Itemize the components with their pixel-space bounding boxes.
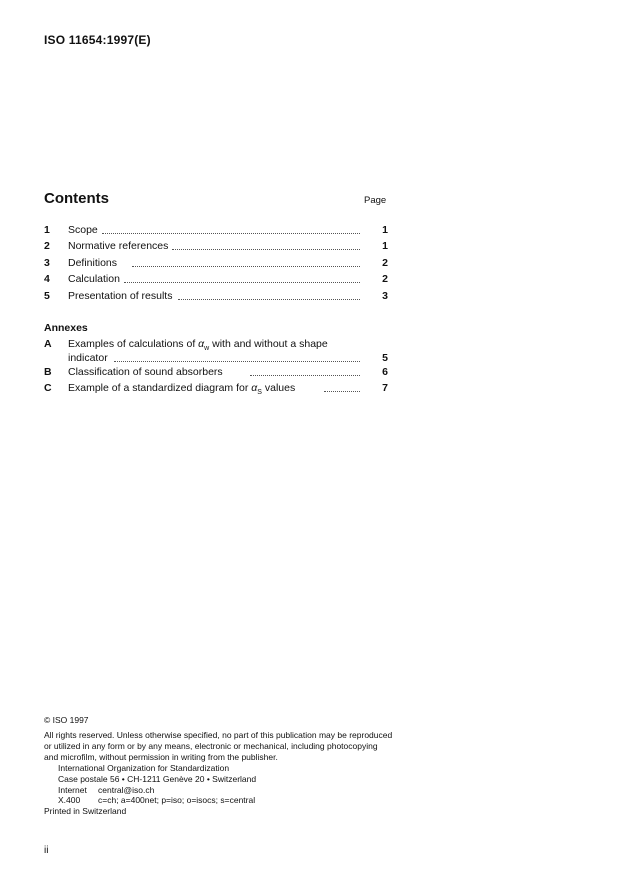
toc-page: 3: [382, 290, 388, 302]
annex-page: 7: [382, 382, 388, 394]
leader-dots: [102, 232, 360, 234]
toc-entry[interactable]: [44, 224, 388, 238]
leader-dots: [324, 390, 360, 392]
toc-number: 2: [44, 240, 50, 252]
x400-line: [58, 795, 358, 806]
annex-entry[interactable]: [44, 338, 388, 366]
annex-title: Classification of sound absorbers: [68, 366, 223, 378]
toc-page: 2: [382, 257, 388, 269]
leader-dots: [172, 248, 360, 250]
document-id: ISO 11654:1997(E): [44, 33, 151, 47]
leader-dots: [124, 281, 360, 283]
page-column-label: Page: [364, 195, 387, 206]
copyright-line: © ISO 1997: [44, 715, 89, 725]
toc-title: Calculation: [68, 273, 120, 285]
toc-entry[interactable]: [44, 290, 388, 304]
toc-title: Normative references: [68, 240, 169, 252]
printed-in: Printed in Switzerland: [44, 806, 127, 816]
contents-title: Contents: [44, 190, 109, 207]
org-name: International Organization for Standardization: [58, 763, 230, 773]
leader-dots: [178, 298, 360, 300]
toc-number: 1: [44, 224, 50, 236]
toc-entry[interactable]: [44, 240, 388, 254]
toc-number: 5: [44, 290, 50, 302]
internet-address[interactable]: central@iso.ch: [98, 785, 155, 795]
annex-letter: B: [44, 366, 52, 378]
annex-title-line1: Examples of calculations of $\alpha_w$ with and without a shape: [68, 338, 328, 353]
annex-page: 5: [382, 352, 388, 364]
toc-entry[interactable]: [44, 273, 388, 287]
rights-statement: All rights reserved. Unless otherwise specified, no part of this publication may be reproduced or utilized in any form or by any means, electronic or mechanical, including photocopying and microfilm, without permission in writing from the publisher.: [44, 730, 393, 762]
toc-page: 1: [382, 240, 388, 252]
toc-title: Presentation of results: [68, 290, 173, 302]
leader-dots: [132, 265, 360, 267]
leader-dots: [114, 360, 360, 362]
internet-label: Internet: [58, 785, 87, 795]
annexes-heading: Annexes: [44, 322, 88, 334]
leader-dots: [250, 374, 360, 376]
toc-title: Definitions: [68, 257, 118, 269]
annex-title: Example of a standardized diagram for $\alpha_S$ values: [68, 382, 296, 397]
page-number: ii: [44, 845, 49, 856]
annex-page: 6: [382, 366, 388, 378]
toc-title: Scope: [68, 224, 98, 236]
x400-label: X.400: [58, 795, 81, 805]
toc-entry[interactable]: [44, 257, 388, 271]
annex-entry[interactable]: [44, 382, 388, 396]
annex-entry[interactable]: [44, 366, 388, 380]
annex-title-line2: indicator: [68, 352, 108, 364]
annex-letter: A: [44, 338, 52, 350]
x400-address: c=ch; a=400net; p=iso; o=isocs; s=central: [98, 795, 256, 805]
toc-page: 2: [382, 273, 388, 285]
toc-page: 1: [382, 224, 388, 236]
postal-address: Case postale 56 • CH-1211 Genève 20 • Switzerland: [58, 774, 257, 784]
toc-number: 3: [44, 257, 50, 269]
annex-letter: C: [44, 382, 52, 394]
toc-number: 4: [44, 273, 50, 285]
